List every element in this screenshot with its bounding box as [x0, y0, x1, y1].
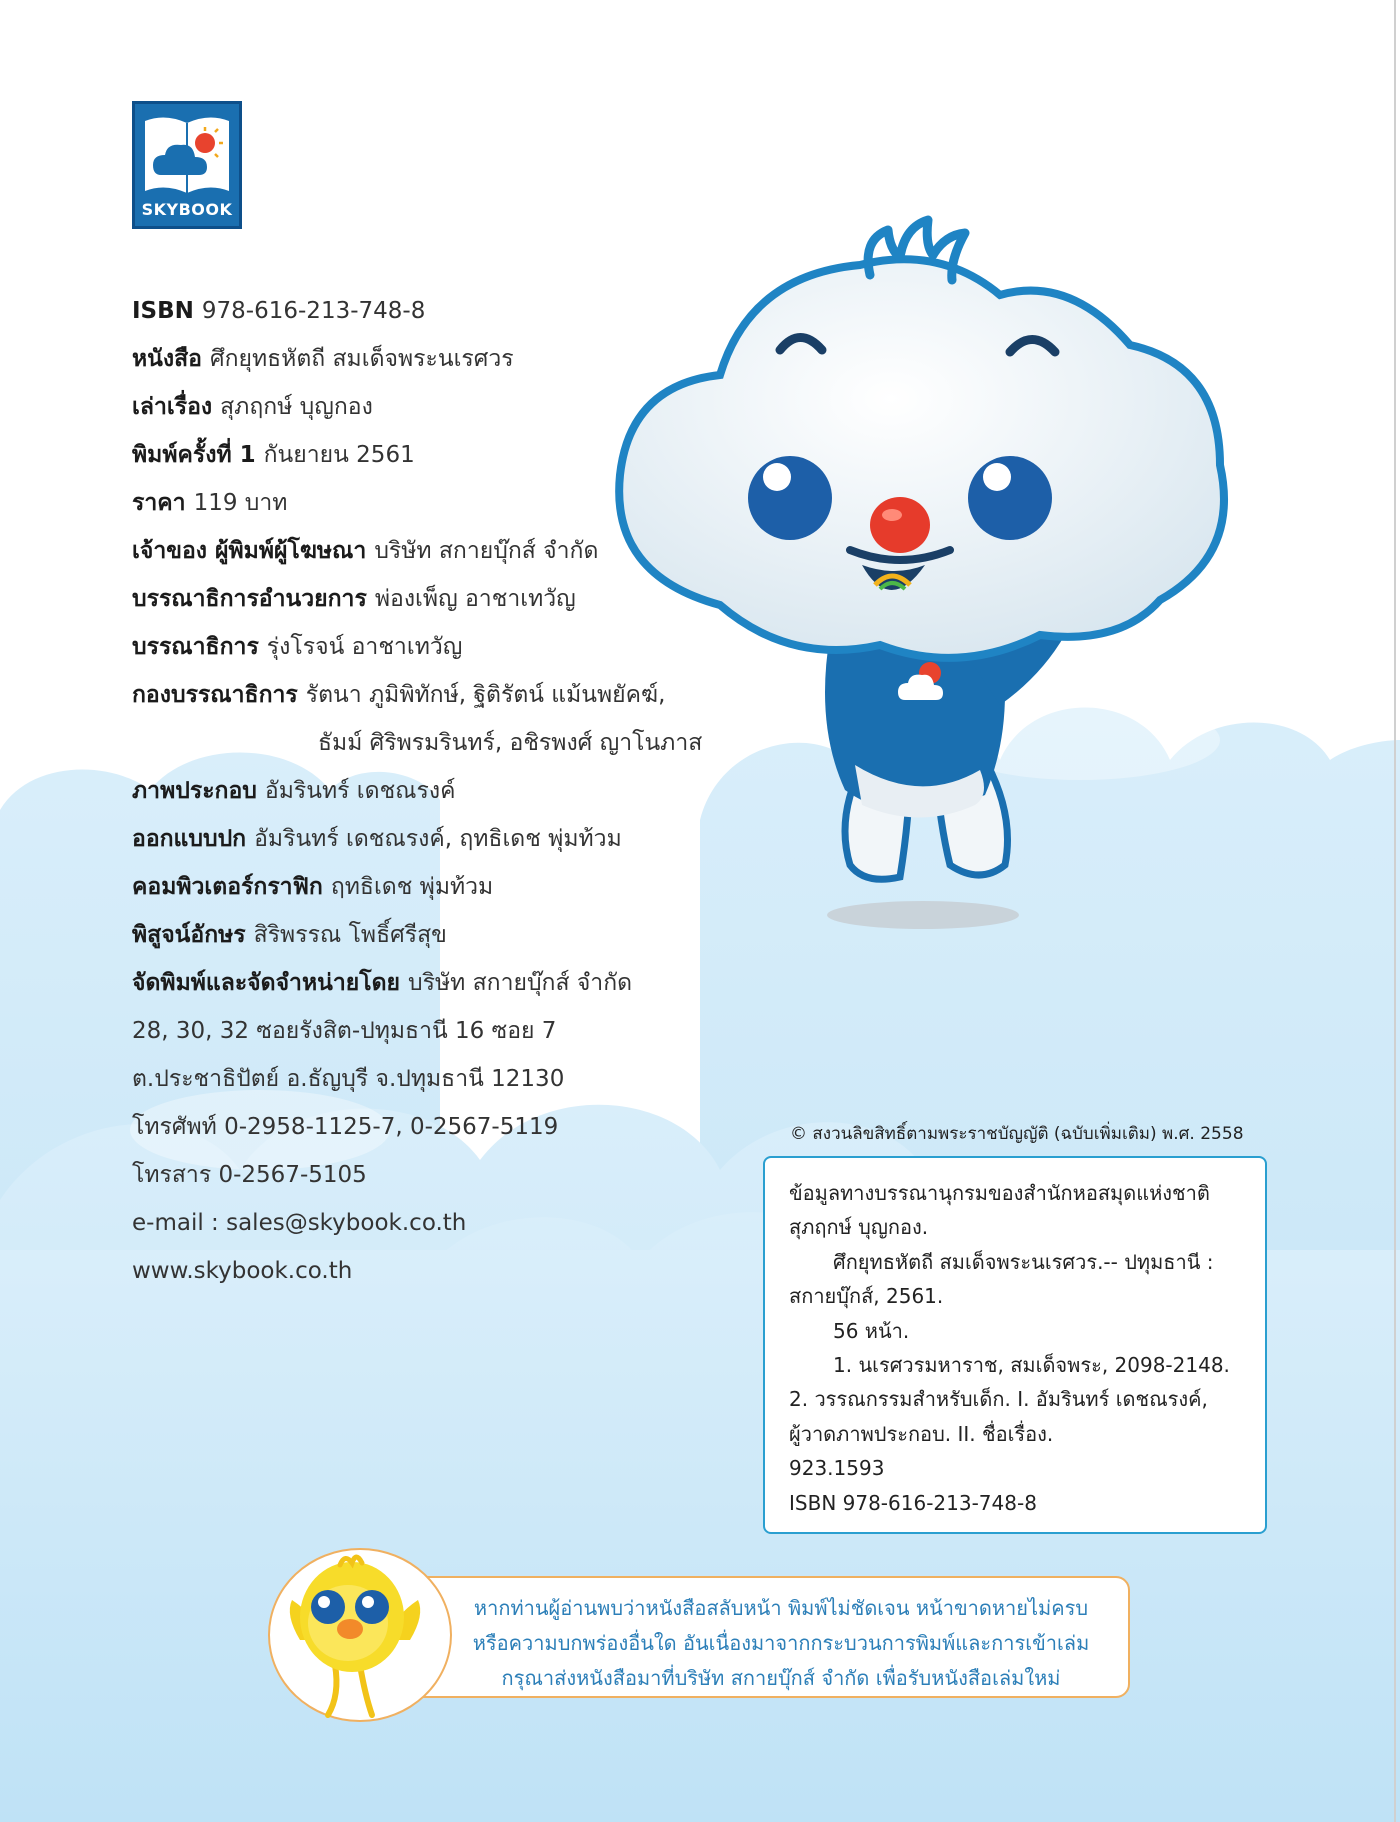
fax-line: [132, 1156, 852, 1204]
skybook-logo: [132, 101, 242, 229]
info-label: บรรณาธิการ: [132, 634, 259, 660]
page-edge-line: [1394, 0, 1396, 1822]
cip-line: ข้อมูลทางบรรณานุกรมของสำนักหอสมุดแห่งชาติ: [789, 1181, 1210, 1205]
info-label: บรรณาธิการอำนวยการ: [132, 586, 367, 612]
cip-line: ศึกยุทธหัตถี สมเด็จพระนเรศวร.-- ปทุมธานี :: [833, 1249, 1214, 1274]
info-value: 28, 30, 32 ซอยรังสิต-ปทุมธานี 16 ซอย 7: [132, 1018, 557, 1044]
info-label: ราคา: [132, 490, 186, 516]
book-cloud-sun-icon: [143, 113, 231, 195]
cip-line: 56 หน้า.: [833, 1318, 910, 1343]
notice-line: กรุณาส่งหนังสือมาที่บริษัท สกายบุ๊กส์ จำกัด เพื่อรับหนังสือเล่มใหม่: [501, 1666, 1061, 1690]
info-label: ออกแบบปก: [132, 826, 247, 852]
cip-line: 923.1593: [789, 1456, 885, 1481]
cip-line: 1. นเรศวรมหาราช, สมเด็จพระ, 2098-2148.: [833, 1353, 1230, 1378]
info-value: รุ่งโรจน์ อาชาเทวัญ: [266, 634, 463, 660]
info-value: 119 บาท: [193, 490, 288, 516]
phone-line: [132, 1108, 852, 1156]
info-value: รัตนา ภูมิพิทักษ์, ฐิติรัตน์ แม้นพยัคฆ์,: [305, 682, 666, 708]
info-row: [132, 964, 852, 1012]
cip-line: สกายบุ๊กส์, 2561.: [789, 1284, 944, 1309]
info-label: พิสูจน์อักษร: [132, 922, 246, 948]
info-value: e-mail : sales@skybook.co.th: [132, 1210, 467, 1236]
info-value: ศึกยุทธหัตถี สมเด็จพระนเรศวร: [209, 346, 514, 372]
info-value: ต.ประชาธิปัตย์ อ.ธัญบุรี จ.ปทุมธานี 12130: [132, 1066, 565, 1092]
cip-line: ISBN 978-616-213-748-8: [789, 1490, 1037, 1515]
info-value: พ่องเพ็ญ อาชาเทวัญ: [374, 586, 576, 612]
cip-line: สุภฤกษ์ บุญกอง.: [789, 1215, 929, 1240]
info-label: เจ้าของ ผู้พิมพ์ผู้โฆษณา: [132, 538, 367, 564]
address-line: [132, 1012, 852, 1060]
notice-line: หากท่านผู้อ่านพบว่าหนังสือสลับหน้า พิมพ์ไม่ชัดเจน หน้าขาดหายไม่ครบ: [473, 1596, 1089, 1620]
notice-line: หรือความบกพร่องอื่นใด อันเนื่องมาจากกระบวนการพิมพ์และการเข้าเล่ม: [472, 1631, 1090, 1655]
logo-text: SKYBOOK: [141, 200, 233, 219]
address-line: [132, 1060, 852, 1108]
info-value: โทรศัพท์ 0-2958-1125-7, 0-2567-5119: [132, 1114, 559, 1140]
info-label: จัดพิมพ์และจัดจำหน่ายโดย: [132, 970, 401, 996]
cip-line: ผู้วาดภาพประกอบ. II. ชื่อเรื่อง.: [789, 1421, 1054, 1446]
info-label: กองบรรณาธิการ: [132, 682, 298, 708]
website-line: [132, 1252, 852, 1300]
info-value: สุภฤกษ์ บุญกอง: [220, 394, 373, 420]
info-value: 978-616-213-748-8: [201, 298, 426, 324]
yellow-bird-icon: [280, 1545, 430, 1720]
info-label: คอมพิวเตอร์กราฟิก: [132, 874, 323, 900]
info-value: บริษัท สกายบุ๊กส์ จำกัด: [408, 970, 633, 996]
info-value: สิริพรรณ โพธิ์ศรีสุข: [253, 922, 447, 948]
info-label: ISBN: [132, 298, 194, 324]
info-value: ธัมม์ ศิริพรมรินทร์, อชิรพงศ์ ญาโนภาส: [318, 730, 703, 756]
info-label: พิมพ์ครั้งที่ 1: [132, 442, 256, 468]
info-value: ฤทธิเดช พุ่มท้วม: [330, 874, 494, 900]
info-value: กันยายน 2561: [263, 442, 415, 468]
info-value: อัมรินทร์ เดชณรงค์, ฤทธิเดช พุ่มท้วม: [254, 826, 622, 852]
cip-line: 2. วรรณกรรมสำหรับเด็ก. I. อัมรินทร์ เดชณรงค์,: [789, 1387, 1208, 1412]
copyright-notice: © สงวนลิขสิทธิ์ตามพระราชบัญญัติ (ฉบับเพิ่มเติม) พ.ศ. 2558: [790, 1124, 1244, 1144]
info-label: เล่าเรื่อง: [132, 394, 213, 420]
cip-catalog-box: [763, 1156, 1267, 1534]
defect-notice-box: [372, 1576, 1130, 1698]
info-value: www.skybook.co.th: [132, 1258, 353, 1284]
info-value: อัมรินทร์ เดชณรงค์: [264, 778, 456, 804]
email-line: [132, 1204, 852, 1252]
info-label: หนังสือ: [132, 346, 202, 372]
info-value: โทรสาร 0-2567-5105: [132, 1162, 367, 1188]
cloud-mascot-icon: [600, 205, 1300, 945]
info-label: ภาพประกอบ: [132, 778, 257, 804]
info-value: บริษัท สกายบุ๊กส์ จำกัด: [374, 538, 599, 564]
